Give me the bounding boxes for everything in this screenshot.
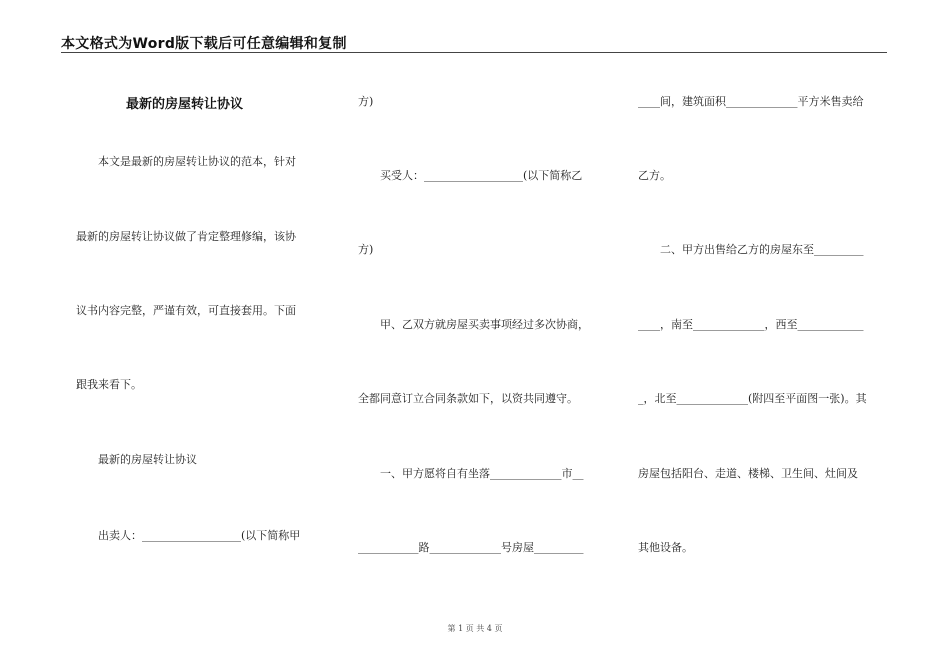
paragraph-line: 出卖人：__________________(以下简称甲 bbox=[76, 529, 301, 542]
text-column-3 bbox=[638, 0, 888, 620]
paragraph-line: 本文是最新的房屋转让协议的范本，针对 bbox=[76, 155, 296, 168]
paragraph-line: ____间，建筑面积_____________平方米售卖给 bbox=[638, 95, 864, 108]
paragraph-line: 甲、乙双方就房屋买卖事项经过多次协商， bbox=[358, 318, 589, 331]
document-title: 最新的房屋转让协议 bbox=[126, 97, 244, 112]
paragraph-line: 买受人：__________________(以下简称乙 bbox=[358, 169, 583, 182]
text-column-2 bbox=[358, 0, 608, 620]
paragraph-line: 最新的房屋转让协议 bbox=[76, 453, 197, 466]
paragraph-line: 方) bbox=[358, 95, 374, 108]
text-column-1 bbox=[76, 0, 326, 620]
page-number: 第 1 页 共 4 页 bbox=[447, 624, 503, 633]
paragraph-line: 其他设备。 bbox=[638, 541, 693, 554]
paragraph-line: 二、甲方出售给乙方的房屋东至_________ bbox=[638, 243, 864, 256]
paragraph-line: ____，南至_____________，西至____________ bbox=[638, 318, 864, 331]
paragraph-line: 一、甲方愿将自有坐落_____________市__ bbox=[358, 467, 584, 480]
paragraph-line: _，北至_____________(附四至平面图一张)。其 bbox=[638, 392, 867, 405]
paragraph-line: ___________路_____________号房屋_________ bbox=[358, 541, 584, 554]
header-title: 本文格式为Word版下载后可任意编辑和复制 bbox=[61, 36, 347, 52]
paragraph-line: 房屋包括阳台、走道、楼梯、卫生间、灶间及 bbox=[638, 467, 858, 480]
paragraph-line: 跟我来看下。 bbox=[76, 378, 142, 391]
paragraph-line: 方) bbox=[358, 243, 374, 256]
paragraph-line: 全都同意订立合同条款如下，以资共同遵守。 bbox=[358, 392, 578, 405]
paragraph-line: 议书内容完整，严谨有效，可直接套用。下面 bbox=[76, 304, 296, 317]
paragraph-line: 最新的房屋转让协议做了肯定整理修编，该协 bbox=[76, 230, 296, 243]
paragraph-line: 乙方。 bbox=[638, 169, 671, 182]
